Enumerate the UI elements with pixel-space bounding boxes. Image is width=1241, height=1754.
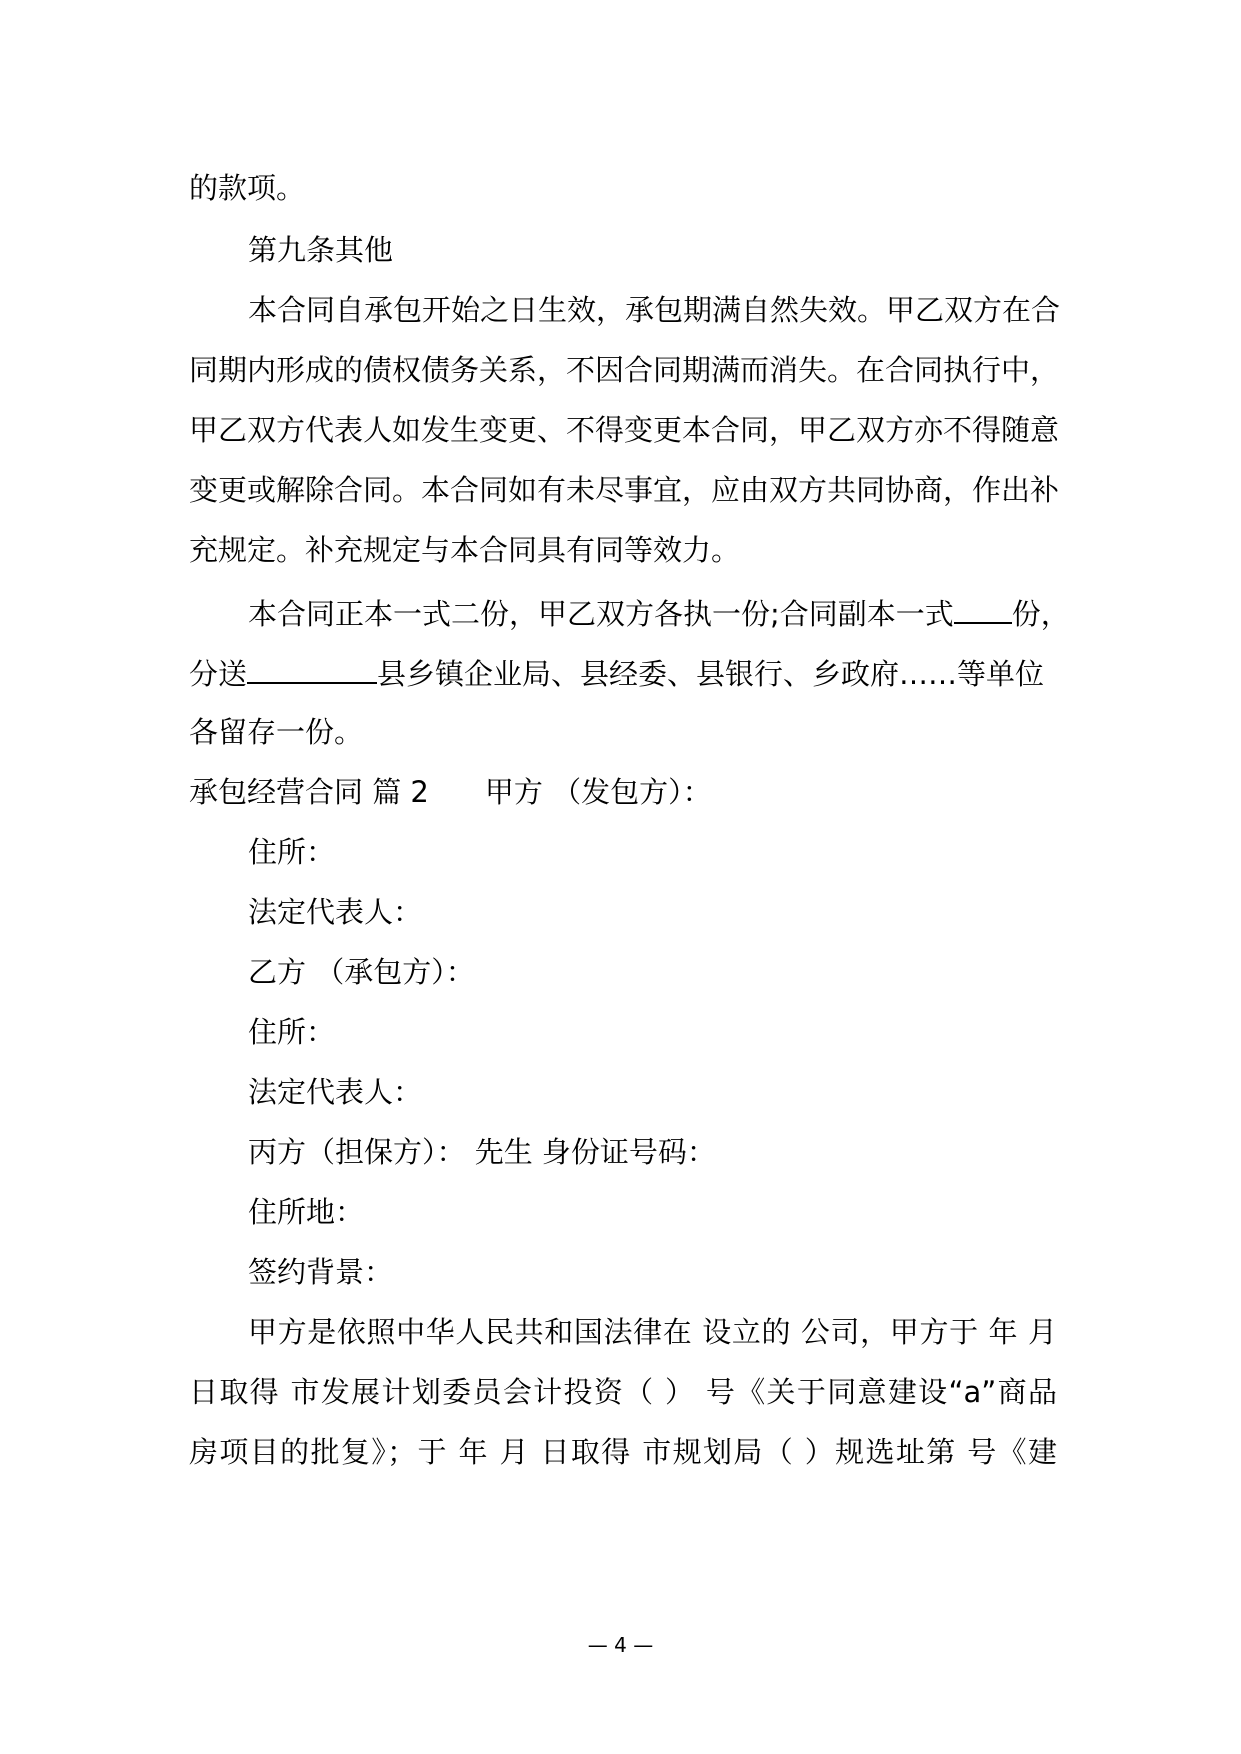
paragraph-line: 本合同自承包开始之日生效，承包期满自然失效。甲乙双方在合 (248, 293, 1061, 327)
field-label: 签约背景： (248, 1255, 394, 1289)
text-segment: 份， (1011, 597, 1070, 631)
blank-underline (247, 652, 377, 684)
blank-underline (954, 592, 1012, 624)
paragraph-line: 的款项。 (189, 171, 306, 205)
field-label: 丙方（担保方）： 先生 身份证号码： (248, 1135, 716, 1169)
paragraph-line: 甲乙双方代表人如发生变更、不得变更本合同，甲乙双方亦不得随意 (189, 413, 1060, 447)
party-a-label: 甲方 （发包方）： (484, 775, 712, 809)
page-number: — 4 — (587, 1633, 654, 1657)
field-label: 法定代表人： (248, 895, 423, 929)
field-label: 住所地： (248, 1195, 365, 1229)
field-label: 乙方 （承包方）： (248, 955, 475, 989)
paragraph-line: 同期内形成的债权债务关系，不因合同期满而消失。在合同执行中， (189, 353, 1060, 387)
text-segment: 本合同正本一式二份，甲乙双方各执一份;合同副本一式 (248, 597, 954, 631)
paragraph-line: 变更或解除合同。本合同如有未尽事宜，应由双方共同协商，作出补 (189, 473, 1060, 507)
paragraph-line: 各留存一份。 (189, 715, 364, 749)
paragraph-line: 日取得 市发展计划委员会计投资（ ） 号《关于同意建设“a”商品 (189, 1375, 1057, 1409)
section-heading: 第九条其他 (248, 233, 394, 267)
paragraph-line: 甲方是依照中华人民共和国法律在 设立的 公司，甲方于 年 月 (248, 1315, 1057, 1349)
field-label: 住所： (248, 1015, 336, 1049)
paragraph-line (248, 592, 1070, 632)
text-segment: 分送 (189, 657, 248, 691)
paragraph-line: 充规定。补充规定与本合同具有同等效力。 (189, 533, 741, 567)
paragraph-line: 房项目的批复》；于 年 月 日取得 市规划局（ ）规选址第 号《建 (189, 1435, 1057, 1469)
field-label: 住所： (248, 835, 336, 869)
contract-heading (189, 772, 712, 812)
text-segment: 县乡镇企业局、县经委、县银行、乡政府……等单位 (377, 657, 1045, 691)
field-label: 法定代表人： (248, 1075, 423, 1109)
paragraph-line (189, 652, 1044, 692)
contract-title: 承包经营合同 篇 2 (189, 775, 429, 809)
